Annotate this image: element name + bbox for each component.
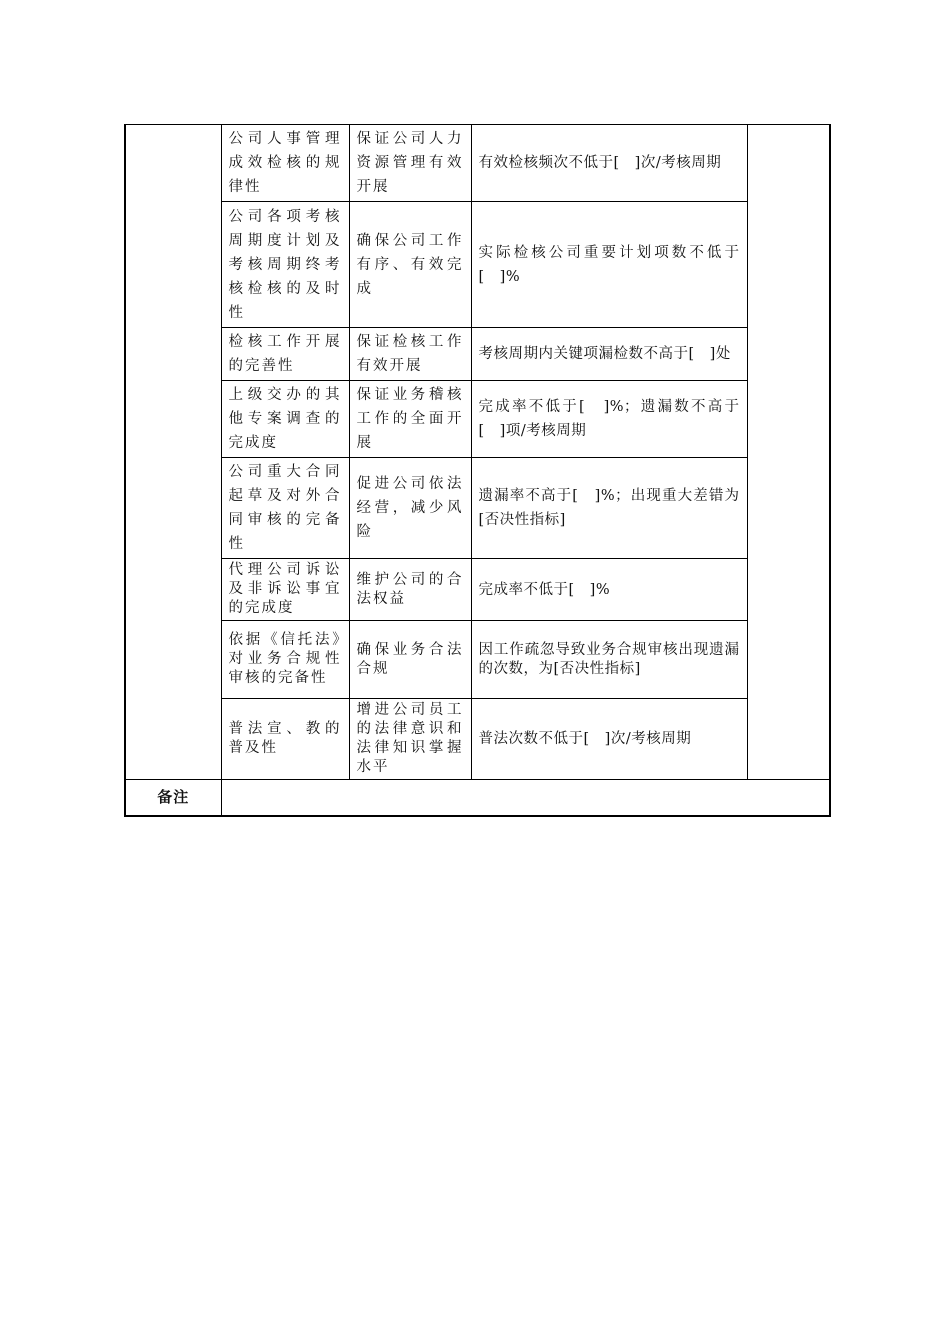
kpi-standard-cell: 实际检核公司重要计划项数不低于[ ]% [471,202,747,328]
table-row [125,458,830,559]
kpi-goal-cell: 增进公司员工的法律意识和法律知识掌握水平 [349,699,471,780]
table-row [125,381,830,458]
kpi-goal-cell: 维护公司的合法权益 [349,559,471,621]
kpi-item-cell: 代理公司诉讼及非诉讼事宜的完成度 [221,559,349,621]
kpi-standard-cell: 完成率不低于[ ]%；遗漏数不高于[ ]项/考核周期 [471,381,747,458]
kpi-table [124,124,831,817]
kpi-item-cell: 公司重大合同起草及对外合同审核的完备性 [221,458,349,559]
weight-cell [747,125,830,780]
kpi-goal-cell: 保证业务稽核工作的全面开展 [349,381,471,458]
table-row [125,328,830,381]
remarks-label: 备注 [125,780,221,816]
kpi-item-cell: 普法宣、教的普及性 [221,699,349,780]
kpi-standard-cell: 普法次数不低于[ ]次/考核周期 [471,699,747,780]
category-cell [125,125,221,780]
kpi-goal-cell: 确保业务合法合规 [349,621,471,699]
kpi-item-cell: 依据《信托法》对业务合规性审核的完备性 [221,621,349,699]
remarks-value [221,780,830,816]
kpi-standard-cell: 遗漏率不高于[ ]%；出现重大差错为[否决性指标] [471,458,747,559]
table-row [125,699,830,780]
table-row [125,202,830,328]
table-row [125,559,830,621]
table-row [125,125,830,202]
kpi-goal-cell: 确保公司工作有序、有效完成 [349,202,471,328]
kpi-item-cell: 公司人事管理成效检核的规律性 [221,125,349,202]
kpi-standard-cell: 有效检核频次不低于[ ]次/考核周期 [471,125,747,202]
kpi-standard-cell: 因工作疏忽导致业务合规审核出现遗漏的次数，为[否决性指标] [471,621,747,699]
remarks-row [125,780,830,816]
kpi-goal-cell: 保证检核工作有效开展 [349,328,471,381]
kpi-goal-cell: 保证公司人力资源管理有效开展 [349,125,471,202]
table-row [125,621,830,699]
kpi-item-cell: 公司各项考核周期度计划及考核周期终考核检核的及时性 [221,202,349,328]
kpi-item-cell: 检核工作开展的完善性 [221,328,349,381]
kpi-goal-cell: 促进公司依法经营，减少风险 [349,458,471,559]
kpi-standard-cell: 完成率不低于[ ]% [471,559,747,621]
kpi-item-cell: 上级交办的其他专案调查的完成度 [221,381,349,458]
kpi-standard-cell: 考核周期内关键项漏检数不高于[ ]处 [471,328,747,381]
